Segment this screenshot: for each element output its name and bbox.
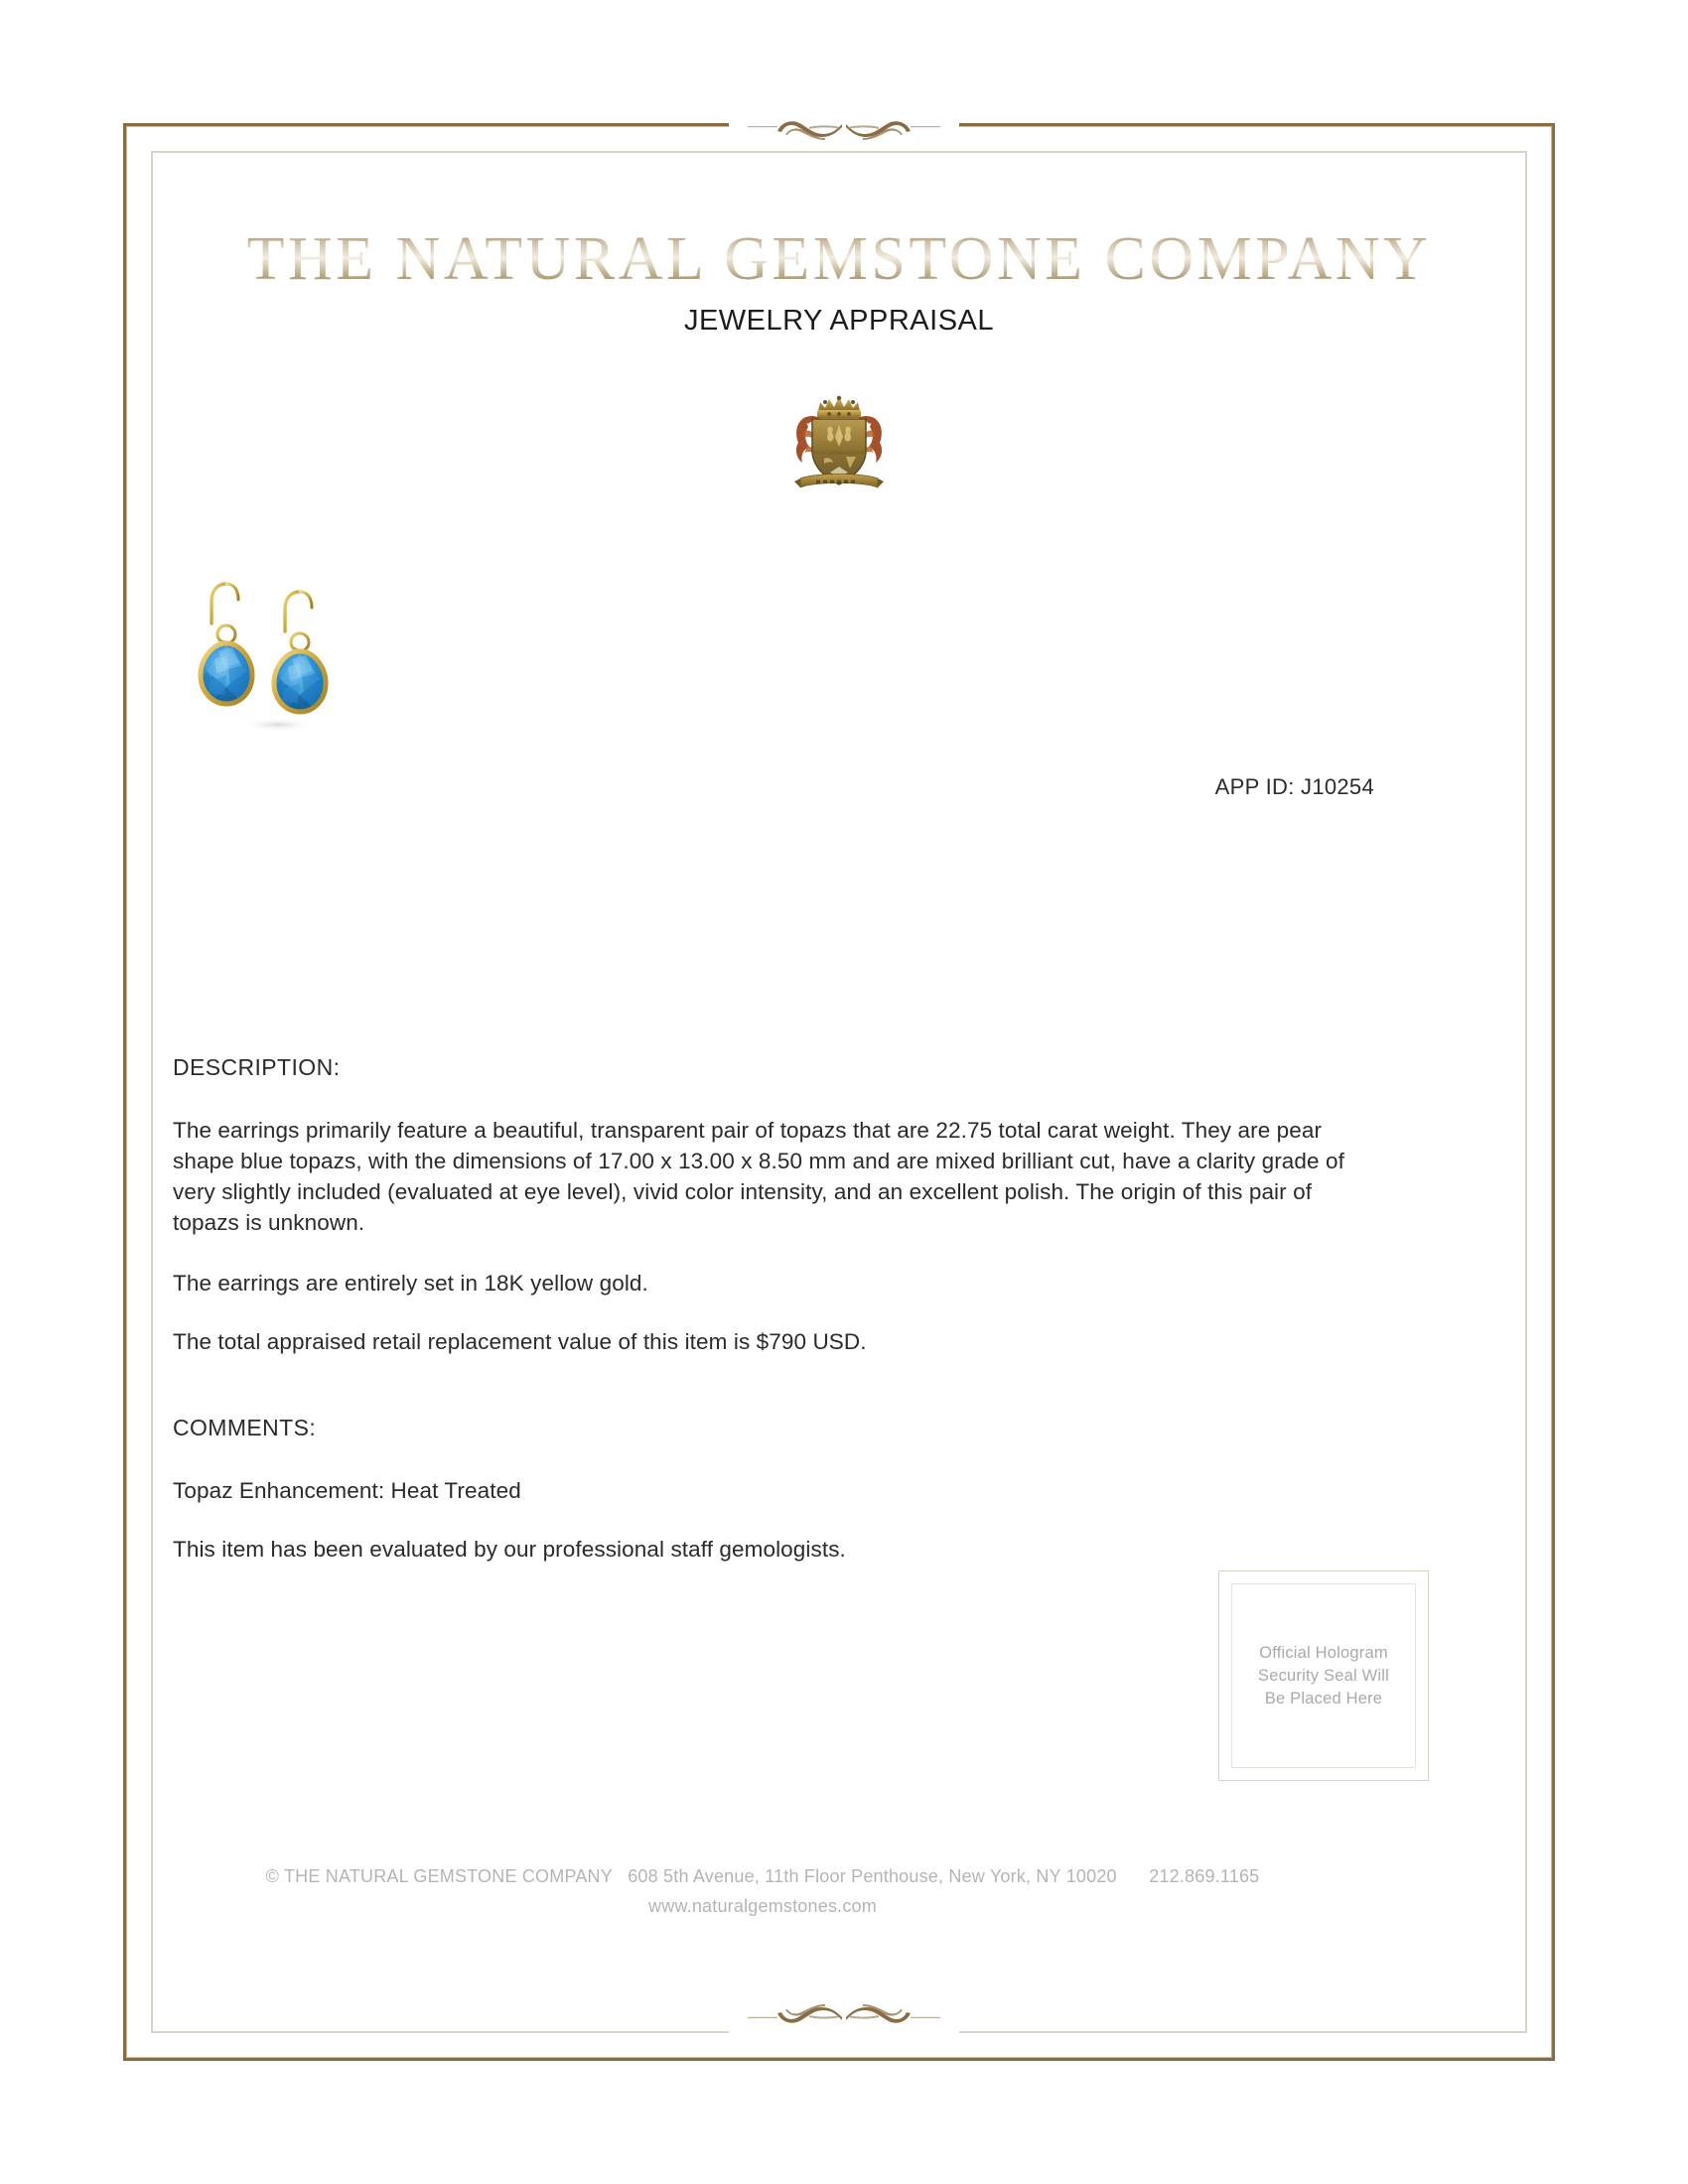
page-subtitle: JEWELRY APPRAISAL <box>683 305 995 337</box>
page-footer <box>151 1866 1374 1917</box>
description-paragraph-1: The earrings primarily feature a beautiful, transparent pair of topazs that are 22.75 total carat weight. They are pear shape blue topazs, with the dimensions of 17.00 x 13.00 x 8.50 mm and are mixed brilliant cut, have a clarity grade of very slightly included (evaluated at eye level), vivid color intensity, and an excellent polish. The origin of this pair of topazs is unknown. <box>173 1118 1344 1235</box>
comments-label: COMMENTS: <box>173 1415 317 1440</box>
footer-phone: 212.869.1165 <box>1149 1866 1260 1886</box>
product-photo-1[interactable] <box>171 548 371 758</box>
hologram-seal-placeholder <box>1218 1570 1429 1781</box>
footer-address: 608 5th Avenue, 11th Floor Penthouse, New York, NY 10020 <box>628 1866 1117 1886</box>
product-photo-4[interactable] <box>829 548 1030 758</box>
hologram-line-1: Official Hologram <box>1259 1643 1388 1662</box>
product-photo-2[interactable] <box>390 548 591 758</box>
hologram-line-2: Security Seal Will <box>1258 1666 1389 1685</box>
footer-contact-line <box>151 1866 1374 1887</box>
comments-paragraph-1: Topaz Enhancement: Heat Treated <box>173 1478 521 1503</box>
comments-paragraph-2: This item has been evaluated by our professional staff gemologists. <box>173 1537 846 1562</box>
document-content <box>151 151 1527 2033</box>
appraisal-body <box>173 1054 1354 1592</box>
product-image-row <box>171 548 1422 758</box>
heraldic-crest-icon <box>784 389 894 496</box>
hologram-seal-inner <box>1231 1583 1416 1768</box>
product-photo-3[interactable] <box>610 548 810 758</box>
hologram-line-3: Be Placed Here <box>1264 1689 1383 1707</box>
app-id-label: APP ID: J10254 <box>1214 774 1374 799</box>
flourish-ornament-icon-top <box>740 104 948 144</box>
description-paragraph-2: The earrings are entirely set in 18K yellow gold. <box>173 1271 648 1296</box>
page-title: THE NATURAL GEMSTONE COMPANY <box>151 228 1527 290</box>
description-paragraph-3: The total appraised retail replacement value of this item is $790 USD. <box>173 1329 867 1354</box>
description-label: DESCRIPTION: <box>173 1054 341 1080</box>
footer-website[interactable]: www.naturalgemstones.com <box>648 1896 877 1916</box>
footer-copyright: © THE NATURAL GEMSTONE COMPANY <box>265 1866 613 1886</box>
